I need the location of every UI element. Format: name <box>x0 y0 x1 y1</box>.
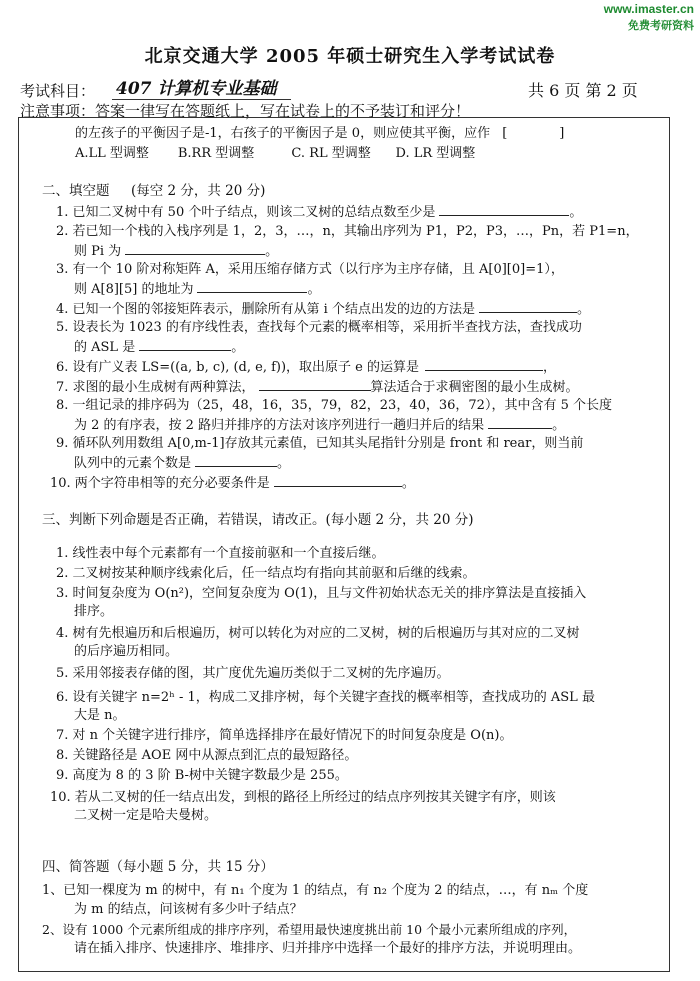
judge-q10: 10. 若从二叉树的任一结点出发，到根的路径上所经过的结点序列按其关键字有序，则该 <box>50 790 556 805</box>
judge-q10-cont: 二叉树一定是哈夫曼树。 <box>74 808 218 823</box>
fill-q6: 6. 设有广义表 LS=((a, b, c), (d, e, f))，取出原子 e 的运算是 ， <box>56 360 557 375</box>
subject-value: 407 计算机专业基础 <box>112 74 291 100</box>
fill-q5: 5. 设表长为 1023 的有序线性表，查找每个元素的概率相等，采用折半查找方法，查找成功 <box>56 320 582 335</box>
answer-bracket-close: ] <box>559 126 565 141</box>
judge-q5: 5. 采用邻接表存储的图，其广度优先遍历类似于二叉树的先序遍历。 <box>56 666 450 681</box>
short-q2: 2、设有 1000 个元素所组成的排序序列，希望用最快速度挑出前 10 个最小元素所组成的序列， <box>42 922 577 937</box>
judge-q4: 4. 树有先根遍历和后根遍历，树可以转化为对应的二叉树，树的后根遍历与其对应的二叉树 <box>56 626 580 641</box>
continuation-options: A.LL 型调整 B.RR 型调整 C. RL 型调整 D. LR 型调整 <box>75 146 476 161</box>
judge-q9: 9. 高度为 8 的 3 阶 B-树中关键字数最少是 255。 <box>56 768 348 783</box>
fill-q8-cont: 为 2 的有序表，按 2 路归并排序的方法对该序列进行一趟归并后的结果 。 <box>74 418 566 433</box>
judge-q4-cont: 的后序遍历相同。 <box>74 644 179 659</box>
judge-q1: 1. 线性表中每个元素都有一个直接前驱和一个直接后继。 <box>56 546 385 561</box>
fill-q5-cont: 的 ASL 是 。 <box>74 340 245 355</box>
judge-q2: 2. 二叉树按某种顺序线索化后，任一结点均有指向其前驱和后继的线索。 <box>56 566 476 581</box>
watermark-tagline: 免费考研资料 <box>628 20 694 32</box>
fill-q2: 2. 若已知一个栈的入栈序列是 1，2，3，…，n，其输出序列为 P1，P2，P3，…，Pn，若 P1=n， <box>56 224 639 239</box>
fill-q9: 9. 循环队列用数组 A[0,m-1]存放其元素值，已知其头尾指针分别是 front 和 rear，则当前 <box>56 436 584 451</box>
judge-q6: 6. 设有关键字 n=2ʰ - 1，构成二叉排序树，每个关键字查找的概率相等，查找成功的 ASL 最 <box>56 690 595 705</box>
judge-q3-cont: 排序。 <box>74 604 114 619</box>
answer-bracket-open: [ <box>502 126 508 141</box>
fill-q2-cont: 则 Pi 为 。 <box>74 244 279 259</box>
fill-q3: 3. 有一个 10 阶对称矩阵 A，采用压缩存储方式（以行序为主序存储，且 A[0][0]=1）， <box>56 262 564 277</box>
short-q1-cont: 为 m 的结点，问该树有多少叶子结点？ <box>74 902 303 917</box>
page-indicator: 共 6 页 第 2 页 <box>528 81 638 100</box>
fill-q10: 10. 两个字符串相等的充分必要条件是 。 <box>50 476 415 491</box>
judge-q3: 3. 时间复杂度为 O(n²)，空间复杂度为 O(1)，且与文件初始状态无关的排序算法是直接插入 <box>56 586 587 601</box>
fill-q7: 7. 求图的最小生成树有两种算法， 算法适合于求稠密图的最小生成树。 <box>56 380 579 395</box>
subject-label: 考试科目： <box>20 82 96 100</box>
exam-title: 北京交通大学 2005 年硕士研究生入学考试试卷 <box>144 46 556 67</box>
judge-q8: 8. 关键路径是 AOE 网中从源点到汇点的最短路径。 <box>56 748 358 763</box>
continuation-question: 的左孩子的平衡因子是-1，右孩子的平衡因子是 0，则应使其平衡，应作 [ ] <box>75 126 565 141</box>
watermark-site[interactable]: www.imaster.cn <box>603 2 694 16</box>
section-fill-heading: 二、填空题 (每空 2 分，共 20 分) <box>42 183 266 199</box>
section-judge-heading: 三、判断下列命题是否正确，若错误，请改正。(每小题 2 分，共 20 分) <box>42 512 474 528</box>
fill-q9-cont: 队列中的元素个数是 。 <box>74 456 291 471</box>
section-short-heading: 四、简答题（每小题 5 分，共 15 分） <box>42 859 274 875</box>
fill-q1: 1. 已知二叉树中有 50 个叶子结点，则该二叉树的总结点数至少是 。 <box>56 205 583 220</box>
fill-q8: 8. 一组记录的排序码为（25，48，16，35，79，82，23，40，36，72），其中含有 5 个长度 <box>56 398 612 413</box>
fill-q4: 4. 已知一个图的邻接矩阵表示，删除所有从第 i 个结点出发的边的方法是 。 <box>56 302 590 317</box>
short-q1: 1、已知一棵度为 m 的树中，有 n₁ 个度为 1 的结点，有 n₂ 个度为 2 的结点，…，有 nₘ 个度 <box>42 883 589 898</box>
judge-q6-cont: 大是 n。 <box>74 708 126 723</box>
short-q2-cont: 请在插入排序、快速排序、堆排序、归并排序中选择一个最好的排序方法，并说明理由。 <box>74 941 582 956</box>
notice: 注意事项：答案一律写在答题纸上，写在试卷上的不予装订和评分！ <box>20 102 471 120</box>
fill-q3-cont: 则 A[8][5] 的地址为 。 <box>74 282 321 297</box>
judge-q7: 7. 对 n 个关键字进行排序，简单选择排序在最好情况下的时间复杂度是 O(n)。 <box>56 728 513 743</box>
